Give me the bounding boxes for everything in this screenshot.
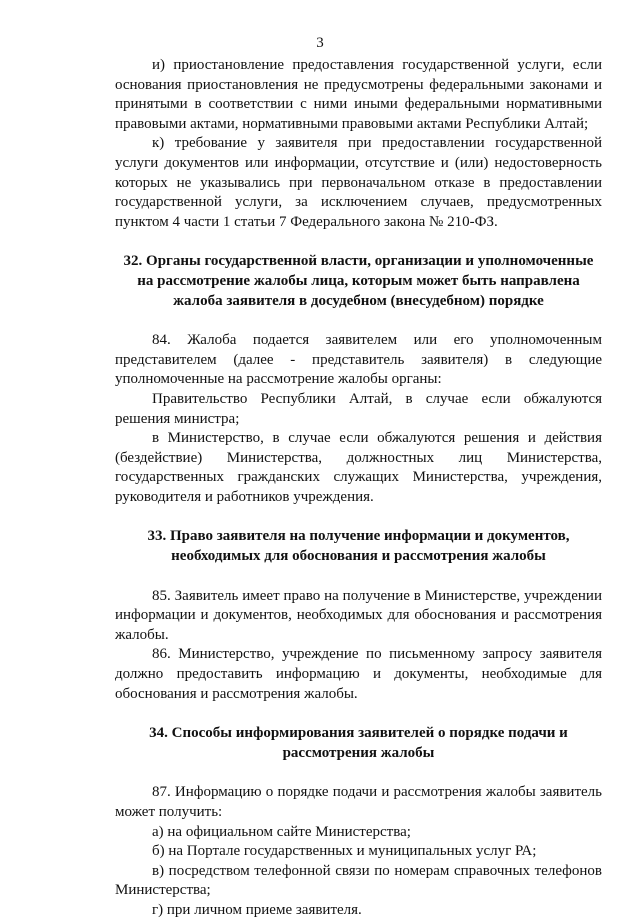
paragraph-85: 85. Заявитель имеет право на получение в Министерстве, учреждении информации и документов, необходимых для обоснования и рассмотрения жалобы. — [115, 587, 602, 643]
list-item-g: г) при личном приеме заявителя. — [152, 901, 362, 918]
section-34-heading: 34. Способы информирования заявителей о порядке подачи и рассмотрения жалобы — [149, 725, 568, 761]
page-number: 3 — [316, 35, 324, 51]
list-item-v: в) посредством телефонной связи по номерам справочных телефонов Министерства; — [115, 862, 602, 899]
paragraph-i: и) приостановление предоставления государственной услуги, если основания приостановления не предусмотрены федеральными законами и принятыми в соответствии с ними иными федеральными нормативными правовыми актами, нормативными правовыми актами Республики Алтай; — [115, 57, 602, 132]
paragraph-86: 86. Министерство, учреждение по письменному запросу заявителя должно предоставить информацию и документы, необходимые для обоснования и рассмотрения жалобы. — [115, 646, 602, 702]
section-33-heading: 33. Право заявителя на получение информации и документов, необходимых для обоснования и рассмотрения жалобы — [147, 528, 570, 565]
document-body — [115, 56, 602, 921]
paragraph-87: 87. Информацию о порядке подачи и рассмотрения жалобы заявитель может получить: — [115, 784, 602, 820]
paragraph-84-ministry: в Министерство, в случае если обжалуются решения и действия (бездействие) Министерства, должностных лиц Министерства, государственных гражданских служащих Министерства, учреждения, руководителя и работников учреждения. — [115, 430, 602, 505]
list-item-b: б) на Портале государственных и муниципальных услуг РА; — [152, 843, 537, 860]
section-32-heading: 32. Органы государственной власти, организации и уполномоченные на рассмотрение жалобы лица, которым может быть направлена жалоба заявителя в досудебном (внесудебном) порядке — [123, 253, 594, 309]
paragraph-84: 84. Жалоба подается заявителем или его уполномоченным представителем (далее - представитель заявителя) в следующие уполномоченные на рассмотрение жалобы органы: — [115, 332, 602, 388]
paragraph-k: к) требование у заявителя при предоставлении государственной услуги документов или информации, отсутствие и (или) недостоверность которых не указывались при первоначальном отказе в предоставлении государственной услуги, за исключением случаев, предусмотренных пунктом 4 части 1 статьи 7 Федерального закона № 210-ФЗ. — [115, 135, 602, 230]
list-item-a: а) на официальном сайте Министерства; — [152, 823, 411, 840]
paragraph-84-government: Правительство Республики Алтай, в случае если обжалуются решения министра; — [115, 390, 602, 427]
